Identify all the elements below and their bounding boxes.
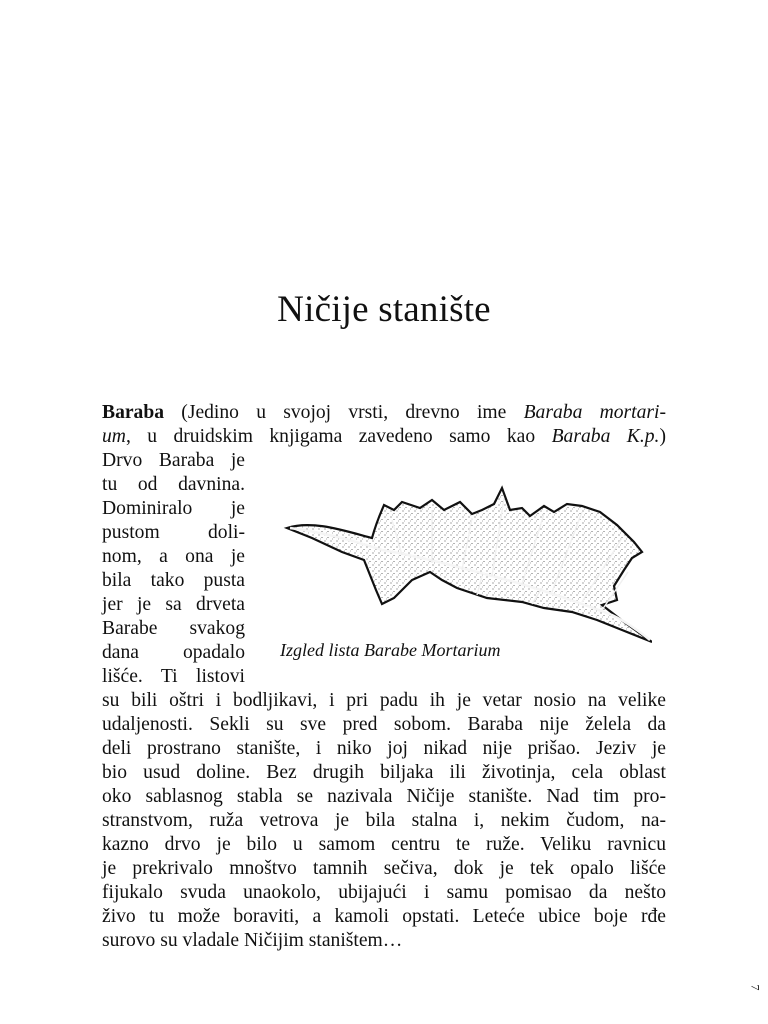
body-line: udaljenosti. Sekli su sve pred sobom. Baraba nije želela da	[102, 714, 666, 735]
narrow-line: bila tako pusta	[102, 570, 245, 591]
body-line: oko sablasnog stabla se nazivala Ničije stanište. Nad tim pro-	[102, 786, 666, 807]
body-line: su bili oštri i bodljikavi, i pri padu ih je vetar nosio na velike	[102, 690, 666, 711]
intro-text-1: (Jedino u svojoj vrsti, drevno ime	[164, 402, 524, 423]
closing-paren: )	[659, 426, 666, 447]
narrow-line: dana opadalo	[102, 642, 245, 663]
entry-line-2	[102, 425, 666, 449]
page-number: 7	[748, 984, 763, 991]
body-line: živo tu može boraviti, a kamoli opstati. Leteće ubice boje rđe	[102, 906, 666, 927]
body-line: kazno drvo je bilo u samom centru te ruže. Veliku ravnicu	[102, 834, 666, 855]
narrow-line: pustom doli-	[102, 522, 245, 543]
body-line-last: surovo su vladale Ničijim staništem…	[102, 930, 403, 951]
chapter-title: Ničije stanište	[277, 289, 491, 330]
body-line: stranstvom, ruža vetrova je bila stalna i, nekim čudom, na-	[102, 810, 666, 831]
narrow-line: lišće. Ti listovi	[102, 666, 245, 687]
short-name: Baraba K.p.	[551, 426, 660, 447]
narrow-line: tu od davnina.	[102, 474, 245, 495]
body-line: je prekrivalo mnoštvo tamnih sečiva, dok je tek opalo lišće	[102, 858, 666, 879]
latin-name-part2: um	[102, 426, 126, 447]
leaf-outline	[287, 488, 652, 642]
leaf-illustration	[282, 480, 652, 650]
entry-term: Baraba	[102, 402, 165, 423]
narrow-line: Barabe svakog	[102, 618, 245, 639]
narrow-line: Dominiralo je	[102, 498, 245, 519]
narrow-line: jer je sa drveta	[102, 594, 245, 615]
narrow-line: nom, a ona je	[102, 546, 245, 567]
figure-caption: Izgled lista Barabe Mortarium	[280, 640, 501, 660]
body-line: bio usud doline. Bez drugih biljaka ili životinja, cela oblast	[102, 762, 666, 783]
intro-text-2: , u druidskim knjigama zavedeno samo kao	[125, 426, 552, 447]
latin-name-part1: Baraba mortari-	[523, 402, 666, 423]
body-line: deli prostrano stanište, i niko joj nikad nije prišao. Jeziv je	[102, 738, 666, 759]
entry-line-1	[102, 401, 666, 425]
narrow-line: Drvo Baraba je	[102, 450, 245, 471]
body-line: fijukalo svuda unaokolo, ubijajući i samu pomisao da nešto	[102, 882, 666, 903]
